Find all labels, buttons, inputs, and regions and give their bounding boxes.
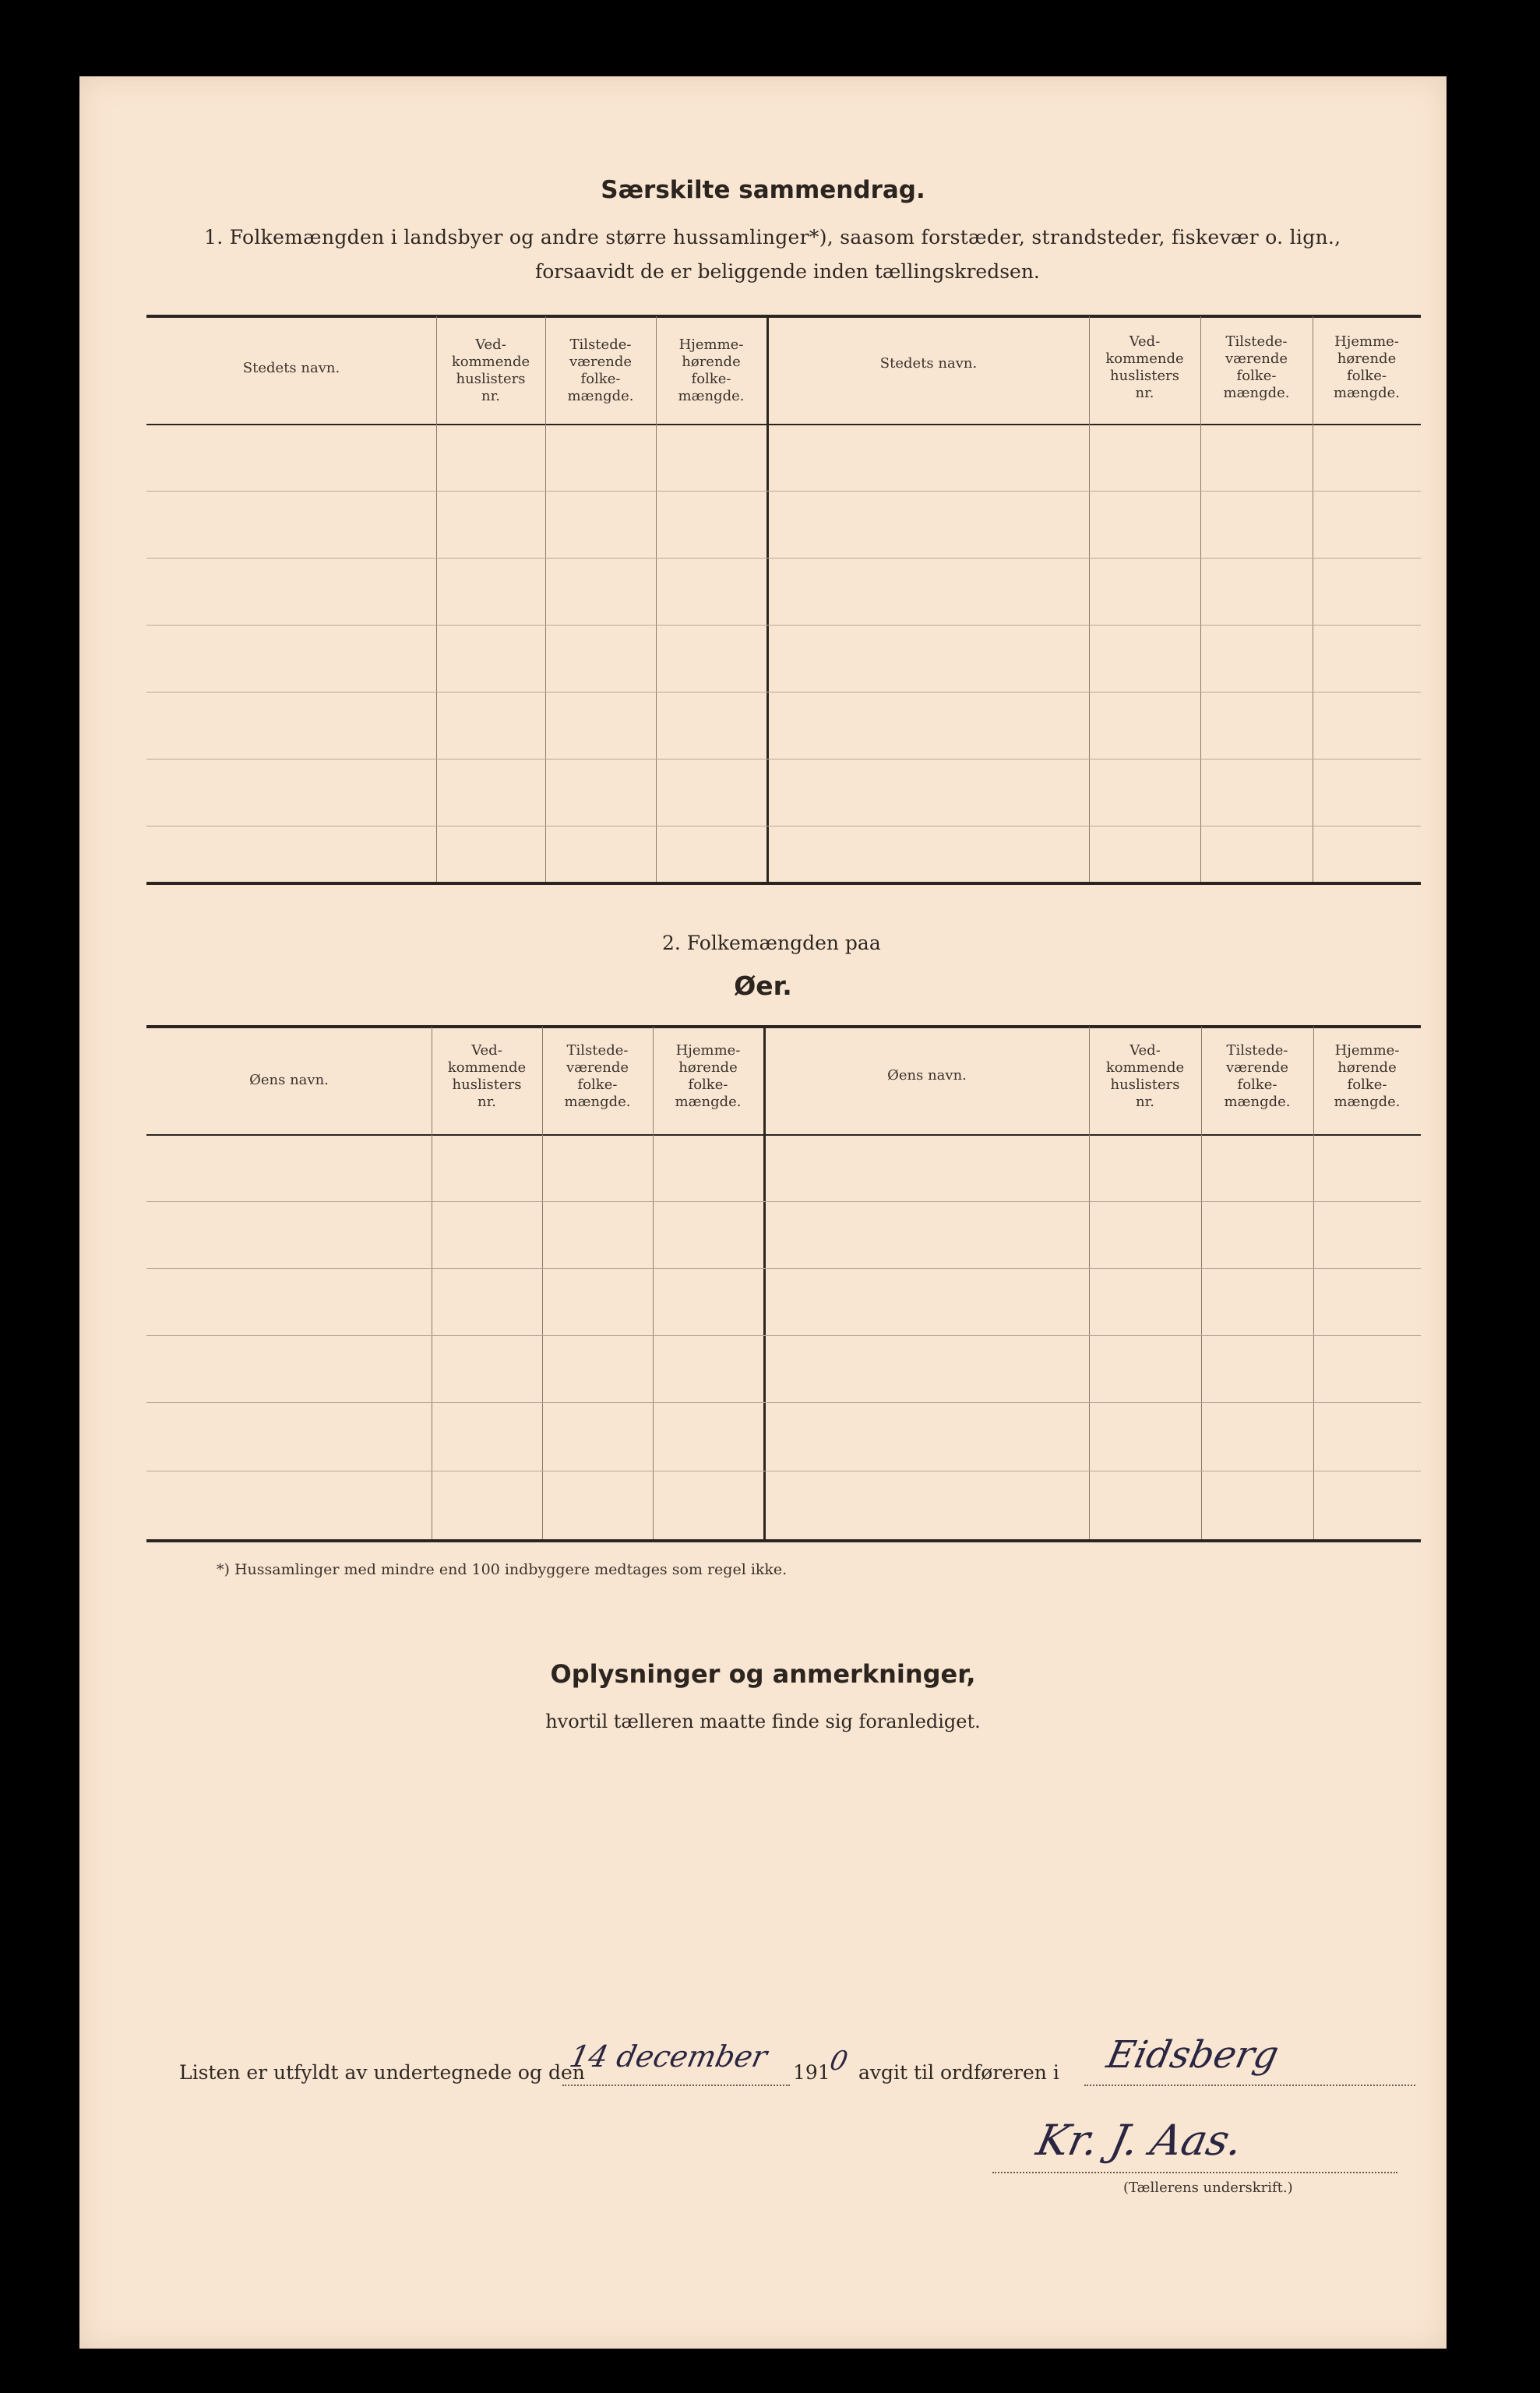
signature-underline xyxy=(992,2172,1397,2173)
header-island-name: Øens navn. xyxy=(249,1072,329,1088)
center-divider xyxy=(763,1027,766,1539)
handwritten-municipality: Eidsberg xyxy=(1103,2033,1283,2077)
submitted-to-statement: avgit til ordføreren i xyxy=(858,2061,1059,2084)
section1-description: 1. Folkemængden i landsbyer og andre større hussamlinger*), saasom forstæder, strandsteder, fiskevær o. lign., xyxy=(204,226,1341,248)
table-header-rule xyxy=(146,1134,1421,1136)
header-list-number: Ved- kommende huslisters nr. xyxy=(1105,333,1184,401)
signature-caption: (Tællerens underskrift.) xyxy=(1123,2180,1293,2196)
municipality-field-underline xyxy=(1084,2085,1415,2086)
remarks-title: Oplysninger og anmerkninger, xyxy=(550,1659,976,1689)
header-present-population: Tilstede- værende folke- mængde. xyxy=(567,337,634,404)
table-row xyxy=(146,1335,1421,1336)
table-row xyxy=(146,491,1421,492)
table-row xyxy=(146,625,1421,626)
center-divider xyxy=(766,316,769,882)
header-present-population: Tilstede- værende folke- mængde. xyxy=(1223,333,1290,401)
header-place-name: Stedets navn. xyxy=(879,355,978,372)
table-row xyxy=(146,1268,1421,1269)
header-resident-population: Hjemme- hørende folke- mængde. xyxy=(675,1042,742,1110)
table-row xyxy=(146,1201,1421,1202)
handwritten-date: 14 december xyxy=(566,2039,770,2074)
table-bottom-rule xyxy=(146,882,1421,885)
header-resident-population: Hjemme- hørende folke- mængde. xyxy=(1334,333,1400,401)
enumerator-signature: Kr. J. Aas. xyxy=(1032,2116,1248,2165)
header-place-name: Stedets navn. xyxy=(242,360,340,376)
header-resident-population: Hjemme- hørende folke- mængde. xyxy=(678,337,745,404)
section2-description: 2. Folkemængden paa xyxy=(662,932,881,954)
table-row xyxy=(146,692,1421,693)
year-handwritten: 0 xyxy=(826,2046,851,2077)
header-list-number: Ved- kommende huslisters nr. xyxy=(447,1042,527,1110)
census-form-page xyxy=(79,76,1447,2349)
table-row xyxy=(146,558,1421,559)
completion-statement: Listen er utfyldt av undertegnede og den xyxy=(179,2061,585,2084)
table-header-rule xyxy=(146,424,1421,425)
header-present-population: Tilstede- værende folke- mængde. xyxy=(564,1042,631,1110)
section2-heading: Øer. xyxy=(734,971,792,1001)
date-field-underline xyxy=(562,2085,790,2086)
remarks-subtitle: hvortil tælleren maatte finde sig foranlediget. xyxy=(545,1711,981,1732)
section1-description-cont: forsaavidt de er beliggende inden tællingskredsen. xyxy=(535,260,1040,283)
table-top-rule xyxy=(146,315,1421,318)
table-bottom-rule xyxy=(146,1539,1421,1542)
header-present-population: Tilstede- værende folke- mængde. xyxy=(1224,1042,1291,1110)
footnote: *) Hussamlinger med mindre end 100 indbyggere medtages som regel ikke. xyxy=(217,1561,788,1578)
header-resident-population: Hjemme- hørende folke- mængde. xyxy=(1334,1042,1401,1110)
header-list-number: Ved- kommende huslisters nr. xyxy=(1105,1042,1185,1110)
page-title: Særskilte sammendrag. xyxy=(601,176,925,204)
year-printed: 191 xyxy=(793,2061,830,2084)
header-list-number: Ved- kommende huslisters nr. xyxy=(451,337,530,404)
table-top-rule xyxy=(146,1025,1421,1028)
table-row xyxy=(146,1402,1421,1403)
header-island-name: Øens navn. xyxy=(887,1067,967,1084)
